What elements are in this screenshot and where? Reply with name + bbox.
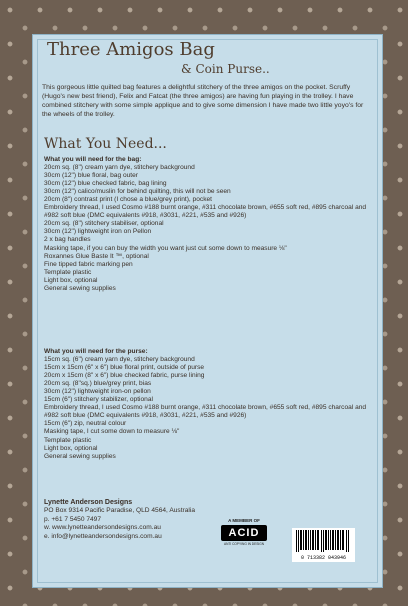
pattern-subtitle: & Coin Purse.. [181,62,270,76]
designer-name: Lynette Anderson Designs [44,499,133,506]
purse-requirements-list [44,348,374,461]
acid-logo-icon: ACID [221,525,267,541]
list-item: 15cm x 15cm (6" x 6") blue floral print, outside of purse [44,364,205,372]
list-item: Embroidery thread, I used Cosmo #188 burnt orange, #311 chocolate brown, #655 soft red, #895 charcoal and #982 soft blue (DMC equivalents #918, #3031, #221, #535 and #926) [44,404,367,420]
list-item: Light box, optional [44,444,98,452]
list-item: 20cm sq. (8"sq.) blue/grey print, bias [44,380,152,388]
purse-list-heading: What you will need for the purse: [44,348,148,355]
list-item: Roxannes Glue Baste It ™, optional [44,252,149,260]
list-item: 20cm x 15cm (8" x 6") blue checked fabric, purse lining [44,372,205,380]
list-item: General sewing supplies [44,452,116,460]
acid-tagline: ANTI COPYING IN DESIGN [223,542,265,546]
list-item: 30cm (12") lightweight iron-on pellon [44,388,151,396]
list-item: 15cm (6") stitchery stabilizer, optional [44,396,153,404]
bag-requirements-list [44,156,374,293]
pattern-cover-panel [32,34,383,588]
list-item: 20cm sq. (8") stitchery stabiliser, optional [44,220,164,228]
acid-member-logo [221,518,267,546]
requirements-heading: What You Need... [44,136,167,152]
list-item: 30cm (12") lightweight iron on Pellon [44,228,152,236]
list-item: Masking tape, if you can buy the width you want just cut some down to measure ⅛" [44,244,287,252]
barcode-number: 0 713382 043946 [300,555,346,561]
designer-address: PO Box 9314 Pacific Paradise, QLD 4564, Australia [44,507,196,515]
list-item: 30cm (12") blue floral, bag outer [44,172,138,180]
intro-paragraph: This gorgeous little quilted bag features a delightful stitchery of the three amigos on the pocket. Scruffy (Hugo's new best friend), Felix and Fatcat (the three amigos) are having fun playing in the trolley. I have combined stitchery with some simple applique and to give some dimension I have made two little yoyo's for the wheels of the trolley. [42,84,364,118]
list-item: 30cm (12") calico/muslin for behind quilting, this will not be seen [44,188,231,196]
designer-website: w. www.lynetteandersondesigns.com.au [44,524,161,532]
acid-member-text: A MEMBER OF [228,518,260,523]
barcode-icon [296,530,351,552]
designer-phone: p. +61 7 5450 7497 [44,515,102,523]
list-item: 2 x bag handles [44,236,91,244]
list-item: Template plastic [44,268,92,276]
designer-email: e. info@lynetteandersondesigns.com.au [44,532,162,540]
list-item: Masking tape, I cut some down to measure ⅛" [44,428,180,436]
list-item: Template plastic [44,436,92,444]
list-item: Light box, optional [44,276,98,284]
barcode [292,528,355,562]
designer-contact [44,499,195,541]
list-item: 30cm (12") blue checked fabric, bag lining [44,180,167,188]
list-item: Embroidery thread, I used Cosmo #188 burnt orange, #311 chocolate brown, #655 soft red, #895 charcoal and #982 soft blue (DMC equivalents #918, #3031, #221, #535 and #926) [44,204,367,220]
pattern-title: Three Amigos Bag [47,39,215,60]
list-item: Fine tipped fabric marking pen [44,260,133,268]
list-item: 20cm sq. (8") cream yarn dye, stitchery background [44,164,195,172]
list-item: 15cm (6") zip, neutral colour [44,420,127,428]
list-item: 15cm sq. (6") cream yarn dye, stitchery background [44,356,195,364]
list-item: General sewing supplies [44,284,116,292]
bag-list-heading: What you will need for the bag: [44,156,142,163]
list-item: 20cm (8") contrast print (I chose a blue/grey print), pocket [44,196,212,204]
